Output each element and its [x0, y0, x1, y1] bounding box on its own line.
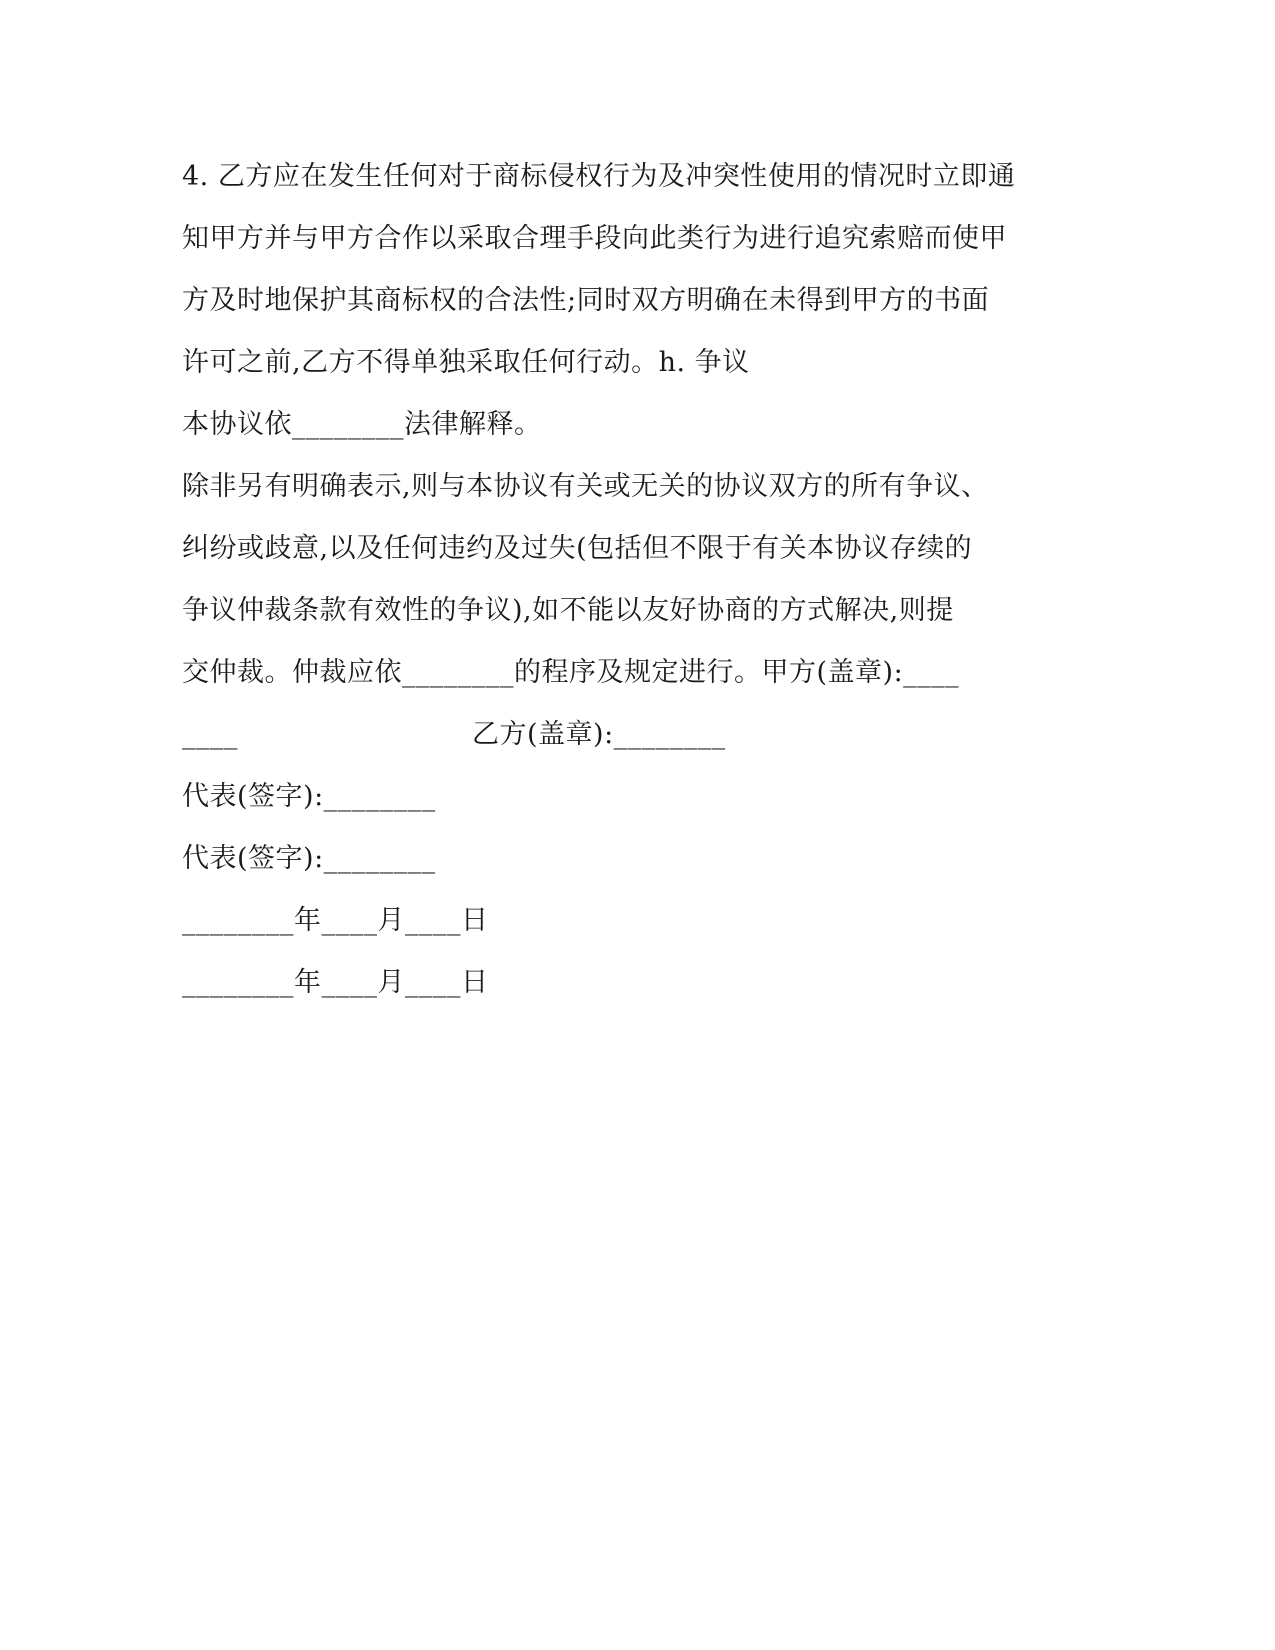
paragraph-line: 纠纷或歧意,以及任何违约及过失(包括但不限于有关本协议存续的: [182, 533, 973, 564]
paragraph-line: 知甲方并与甲方合作以采取合理手段向此类行为进行追究索赔而使甲: [182, 223, 1007, 254]
date-line: ________年____月____日: [182, 967, 489, 998]
paragraph-line: 许可之前,乙方不得单独采取任何行动。h. 争议: [182, 347, 750, 378]
paragraph-line: 争议仲裁条款有效性的争议),如不能以友好协商的方式解决,则提: [182, 595, 954, 626]
paragraph-line: 方及时地保护其商标权的合法性;同时双方明确在未得到甲方的书面: [182, 285, 990, 316]
party-a-seal-continuation: ____: [182, 719, 238, 750]
party-b-seal-line: 乙方(盖章):________: [472, 719, 726, 750]
representative-signature-line: 代表(签字):________: [182, 843, 436, 874]
date-line: ________年____月____日: [182, 905, 489, 936]
paragraph-line: 除非另有明确表示,则与本协议有关或无关的协议双方的所有争议、: [182, 471, 989, 502]
representative-signature-line: 代表(签字):________: [182, 781, 436, 812]
governing-law-line: 本协议依________法律解释。: [182, 409, 542, 440]
paragraph-line: 4. 乙方应在发生任何对于商标侵权行为及冲突性使用的情况时立即通: [182, 161, 1016, 192]
party-a-seal-line: 交仲裁。仲裁应依________的程序及规定进行。甲方(盖章):____: [182, 657, 960, 688]
